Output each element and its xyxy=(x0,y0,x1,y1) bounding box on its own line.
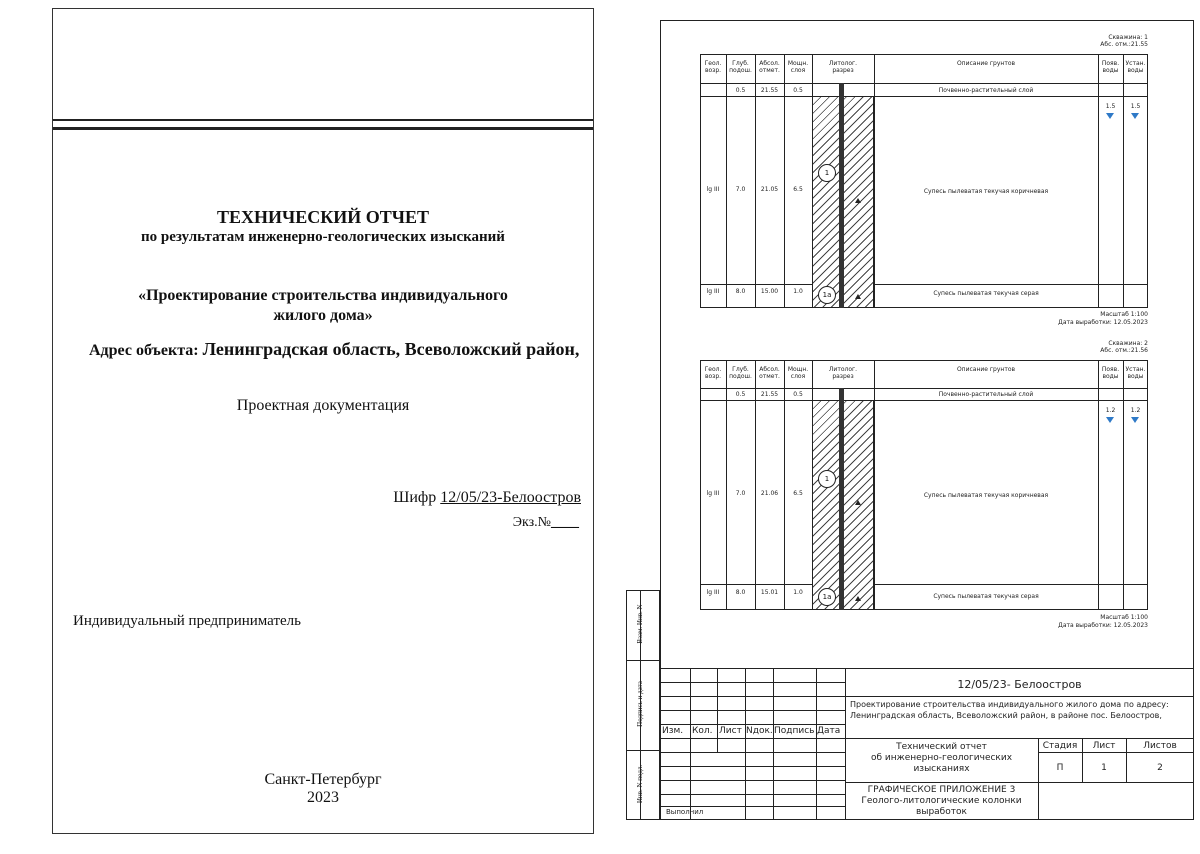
stamp-stage-label: Стадия xyxy=(1042,741,1078,751)
water-level-icon xyxy=(1131,113,1139,119)
stamp-performed: Выполнил xyxy=(666,808,704,816)
b2-date: Дата выработки: 12.05.2023 xyxy=(1058,622,1148,629)
col-thickness: Мощн. слоя xyxy=(787,366,809,380)
project-name-line2: жилого дома» xyxy=(273,307,373,324)
b1-symbol-triangle-2 xyxy=(855,294,861,299)
b2-l1-desc: Супесь пылеватая текучая коричневая xyxy=(923,492,1049,499)
b1-l2-abs: 15.00 xyxy=(760,288,779,295)
b1-l2-age: lg III xyxy=(706,288,720,295)
col-depth: Глуб. подош. xyxy=(729,366,752,380)
stamp-col-qty: Кол. xyxy=(692,726,713,736)
b2-l1-age: lg III xyxy=(706,490,720,497)
col-water-appear: Появ. воды xyxy=(1101,366,1120,380)
stamp-sheets: 2 xyxy=(1157,763,1163,773)
stamp-col-change: Изм. xyxy=(662,726,684,736)
stamp-sheet: 1 xyxy=(1101,763,1107,773)
cover-rule-bottom xyxy=(53,127,593,130)
col-thickness: Мощн. слоя xyxy=(787,60,809,74)
document-type: Проектная документация xyxy=(236,397,410,414)
b1-water-steady: 1.5 xyxy=(1130,103,1141,110)
col-water-steady: Устан. воды xyxy=(1125,366,1146,380)
col-lithology: Литолог. разрез xyxy=(828,60,858,74)
cover-page xyxy=(52,8,594,834)
stamp-project-line1: Проектирование строительства индивидуального жилого дома по адресу: xyxy=(850,700,1169,709)
stamp-appendix-line2: Геолого-литологические колонки xyxy=(861,796,1022,806)
b2-l1-thick: 6.5 xyxy=(793,490,803,497)
stamp-report-line3: изысканиях xyxy=(913,764,970,774)
b2-layer-1-marker: 1 xyxy=(818,470,836,488)
stamp-report-line2: об инженерно-геологических xyxy=(870,753,1013,763)
b2-l0-desc: Почвенно-растительный слой xyxy=(938,391,1034,398)
side-label-replace: Взам. Инв. N xyxy=(636,604,644,644)
object-address xyxy=(89,339,579,360)
project-name-line1: «Проектирование строительства индивидуального xyxy=(138,287,508,304)
col-depth: Глуб. подош. xyxy=(729,60,752,74)
col-water-appear: Появ. воды xyxy=(1101,60,1120,74)
b1-l1-age: lg III xyxy=(706,186,720,193)
b2-water-appear: 1.2 xyxy=(1105,407,1116,414)
b2-scale: Масштаб 1:100 xyxy=(1100,614,1148,621)
cipher-value: 12/05/23-Белоостров xyxy=(440,489,581,506)
stamp-col-signature: Подпись xyxy=(774,726,815,736)
stamp-col-docnum: Nдок. xyxy=(746,726,773,736)
b1-layer-1-marker: 1 xyxy=(818,164,836,182)
stamp-stage: П xyxy=(1056,763,1064,773)
b1-date: Дата выработки: 12.05.2023 xyxy=(1058,319,1148,326)
water-level-icon xyxy=(1131,417,1139,423)
copy-value: ____ xyxy=(551,515,579,530)
stamp-col-date: Дата xyxy=(817,726,841,736)
stamp-code: 12/05/23- Белоостров xyxy=(957,678,1082,691)
b2-l2-abs: 15.01 xyxy=(760,589,779,596)
cover-rule-top xyxy=(53,119,593,121)
col-abs-mark: Абсол. отмет. xyxy=(759,366,780,380)
b1-layer-1a-marker: 1a xyxy=(818,286,836,304)
b1-l0-depth: 0.5 xyxy=(735,87,746,94)
cipher xyxy=(393,489,581,507)
col-description: Описание грунтов xyxy=(956,366,1016,373)
b2-l0-thick: 0.5 xyxy=(793,391,803,398)
b2-l1-abs: 21.06 xyxy=(760,490,779,497)
b1-l1-depth: 7.0 xyxy=(735,186,746,193)
b2-l2-thick: 1.0 xyxy=(793,589,803,596)
col-abs-mark: Абсол. отмет. xyxy=(759,60,780,74)
col-description: Описание грунтов xyxy=(956,60,1016,67)
address-label: Адрес объекта: xyxy=(89,342,199,359)
b1-scale: Масштаб 1:100 xyxy=(1100,311,1148,318)
borehole-2-elev: Абс. отм.:21.56 xyxy=(1100,347,1148,354)
col-geo-age: Геол. возр. xyxy=(704,366,722,380)
b2-water-steady: 1.2 xyxy=(1130,407,1141,414)
b2-l2-depth: 8.0 xyxy=(735,589,746,596)
stamp-col-sheet: Лист xyxy=(719,726,742,736)
report-title: ТЕХНИЧЕСКИЙ ОТЧЕТ xyxy=(216,207,429,227)
b1-l0-thick: 0.5 xyxy=(793,87,803,94)
copy-number xyxy=(513,515,579,531)
col-water-steady: Устан. воды xyxy=(1125,60,1146,74)
year: 2023 xyxy=(307,789,339,806)
side-label-signature: Подпись и дата xyxy=(636,681,644,727)
b1-l2-depth: 8.0 xyxy=(735,288,746,295)
drawing-sheet xyxy=(608,0,1200,854)
b1-l1-thick: 6.5 xyxy=(793,186,803,193)
b1-l0-desc: Почвенно-растительный слой xyxy=(938,87,1034,94)
stamp-appendix-line3: выработок xyxy=(916,807,967,817)
water-level-icon xyxy=(1106,417,1114,423)
borehole-2-title: Скважина: 2 xyxy=(1108,340,1148,347)
b1-l0-abs: 21.55 xyxy=(760,87,779,94)
side-label-inventory: Инв. N подл. xyxy=(636,764,644,804)
b2-l0-depth: 0.5 xyxy=(735,391,746,398)
copy-label: Экз.№ xyxy=(512,515,551,530)
stamp-report-line1: Технический отчет xyxy=(896,742,987,752)
b1-l1-abs: 21.05 xyxy=(760,186,779,193)
contractor: Индивидуальный предприниматель xyxy=(73,613,301,629)
address-value: Ленинградская область, Всеволожский район, xyxy=(202,339,580,359)
b2-l0-abs: 21.55 xyxy=(760,391,779,398)
b2-core xyxy=(839,388,844,610)
b2-l2-desc: Супесь пылеватая текучая серая xyxy=(933,593,1039,600)
report-subtitle: по результатам инженерно-геологических изысканий xyxy=(141,229,505,245)
b2-symbol-triangle xyxy=(855,500,861,505)
b1-symbol-triangle xyxy=(855,198,861,203)
water-level-icon xyxy=(1106,113,1114,119)
stamp-appendix-line1: ГРАФИЧЕСКОЕ ПРИЛОЖЕНИЕ 3 xyxy=(867,785,1016,795)
b1-l2-thick: 1.0 xyxy=(793,288,803,295)
b2-layer-1a-marker: 1a xyxy=(818,588,836,606)
borehole-1-elev: Абс. отм.:21.55 xyxy=(1100,41,1148,48)
borehole-1-title: Скважина: 1 xyxy=(1108,34,1148,41)
cipher-label: Шифр xyxy=(393,489,437,506)
b1-core xyxy=(839,83,844,308)
b1-l1-desc: Супесь пылеватая текучая коричневая xyxy=(923,188,1049,195)
b1-water-appear: 1.5 xyxy=(1105,103,1116,110)
city: Санкт-Петербург xyxy=(264,771,382,788)
stamp-project-line2: Ленинградская область, Всеволожский район, в районе пос. Белоостров, xyxy=(850,711,1162,720)
col-lithology: Литолог. разрез xyxy=(828,366,858,380)
b2-l2-age: lg III xyxy=(706,589,720,596)
b2-symbol-triangle-2 xyxy=(855,596,861,601)
stamp-sheet-label: Лист xyxy=(1092,741,1116,751)
b2-l1-depth: 7.0 xyxy=(735,490,746,497)
stamp-sheets-label: Листов xyxy=(1143,741,1177,751)
b1-l2-desc: Супесь пылеватая текучая серая xyxy=(933,290,1039,297)
col-geo-age: Геол. возр. xyxy=(704,60,722,74)
